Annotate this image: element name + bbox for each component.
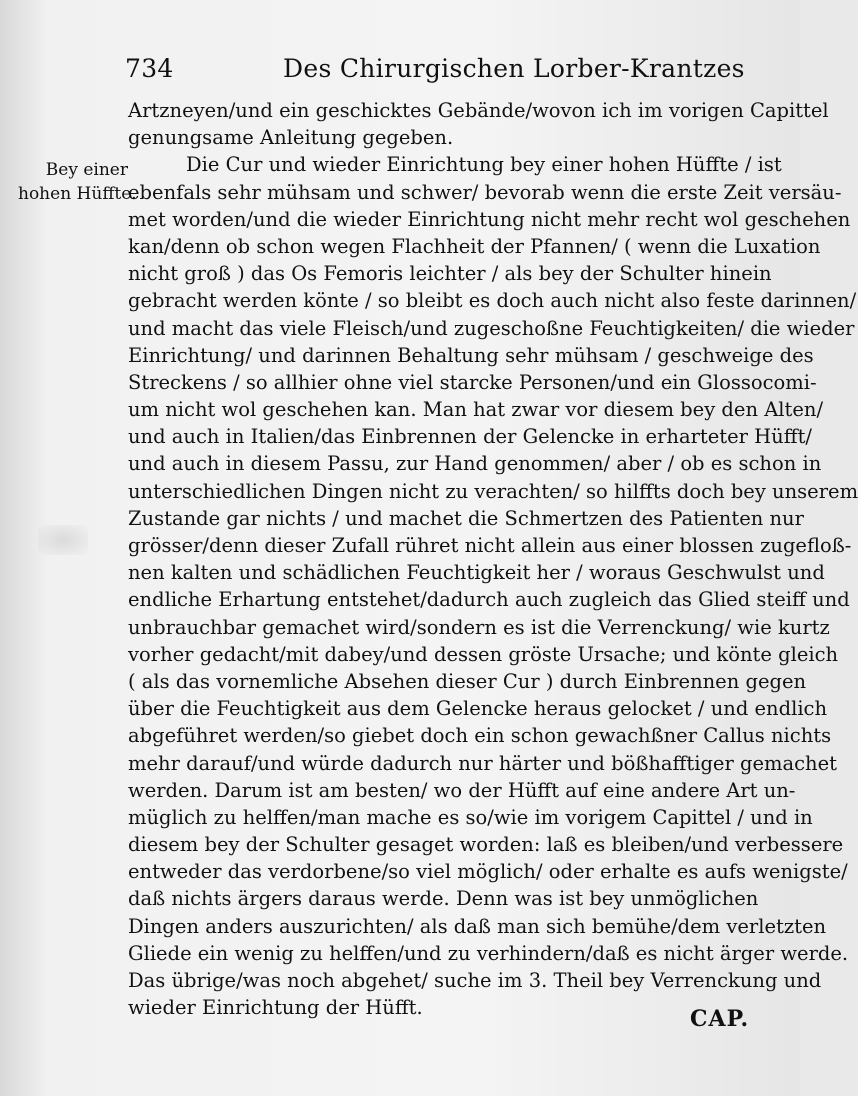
page-header — [125, 50, 755, 90]
page-number: 734 — [125, 54, 174, 83]
text-line: grösser/denn dieser Zufall rühret nicht allein aus einer blossen zugefloß- — [128, 534, 852, 557]
text-line: und macht das viele Fleisch/und zugeschoßne Feuchtigkeiten/ die wieder — [128, 316, 855, 340]
text-line: endliche Erhartung entstehet/dadurch auch zugleich das Glied steiff und — [128, 588, 850, 612]
text-line: ebenfals sehr mühsam und schwer/ bevorab wenn die erste Zeit versäu- — [128, 180, 842, 204]
text-line: und auch in diesem Passu, zur Hand genommen/ aber / ob es schon in — [128, 452, 822, 476]
text-line: unterschiedlichen Dingen nicht zu verachten/ so hilffts doch bey unserem — [128, 479, 858, 503]
text-line: Streckens / so allhier ohne viel starcke Personen/und ein Glossocomi- — [128, 370, 817, 394]
text-line: werden. Darum ist am besten/ wo der Hüfft auf eine andere Art un- — [128, 778, 796, 802]
catchword: CAP. — [690, 1006, 750, 1032]
text-line: daß nichts ärgers daraus werde. Denn was ist bey unmöglichen — [128, 887, 759, 911]
text-line: gebracht werden könte / so bleibt es doch auch nicht also feste darinnen/ — [128, 289, 857, 313]
text-line: entweder das verdorbene/so viel möglich/ oder erhalte es aufs wenigste/ — [128, 860, 848, 884]
text-line: um nicht wol geschehen kan. Man hat zwar vor diesem bey den Alten/ — [128, 398, 824, 422]
text-line: ( als das vornemliche Absehen dieser Cur ) durch Einbrennen gegen — [128, 669, 807, 693]
text-line: Das übrige/was noch abgehet/ suche im 3. Theil bey Verrenckung und — [128, 969, 822, 992]
text-line: vorher gedacht/mit dabey/und dessen gröste Ursache; und könte gleich — [128, 642, 839, 666]
text-line: genungsame Anleitung gegeben. — [128, 126, 454, 150]
bleed-through-smudge — [38, 525, 88, 555]
marginal-note-line: Bey einer — [45, 160, 128, 180]
text-line: Artzneyen/und ein geschicktes Gebände/wovon ich im vorigen Capittel — [128, 99, 829, 122]
text-line: nen kalten und schädlichen Feuchtigkeit her / woraus Geschwulst und — [128, 561, 825, 585]
text-line: Dingen anders auszurichten/ als daß man sich bemühe/dem verletzten — [128, 914, 827, 938]
text-line: über die Feuchtigkeit aus dem Gelencke heraus gelocket / und endlich — [128, 697, 828, 721]
text-line: Einrichtung/ und darinnen Behaltung sehr mühsam / geschweige des — [128, 343, 814, 367]
text-line: abgeführet werden/so giebet doch ein schon gewachßner Callus nichts — [128, 724, 832, 748]
body-text — [128, 97, 858, 1021]
text-line: nicht groß ) das Os Femoris leichter / als bey der Schulter hinein — [128, 262, 772, 286]
marginal-note — [18, 158, 137, 206]
text-line: müglich zu helffen/man mache es so/wie im vorigem Capittel / und in — [128, 805, 813, 829]
text-line: mehr darauf/und würde dadurch nur härter und bößhafftiger gemachet — [128, 751, 837, 775]
text-line: Gliede ein wenig zu helffen/und zu verhindern/daß es nicht ärger werde. — [128, 941, 849, 965]
running-title: Des Chirurgischen Lorber-Krantzes — [283, 54, 745, 83]
text-line: unbrauchbar gemachet wird/sondern es ist die Verrenckung/ wie kurtz — [128, 615, 830, 639]
marginal-note-line: hohen Hüffte. — [18, 184, 137, 204]
text-line: Zustande gar nichts / und machet die Schmertzen des Patienten nur — [128, 506, 804, 530]
text-line: wieder Einrichtung der Hüfft. — [128, 996, 423, 1020]
text-line: met worden/und die wieder Einrichtung nicht mehr recht wol geschehen — [128, 207, 851, 231]
text-line: kan/denn ob schon wegen Flachheit der Pfannen/ ( wenn die Luxation — [128, 234, 821, 258]
text-line: und auch in Italien/das Einbrennen der Gelencke in erharteter Hüfft/ — [128, 425, 812, 449]
text-line: diesem bey der Schulter gesaget worden: laß es bleiben/und verbessere — [128, 833, 844, 857]
text-line: Die Cur und wieder Einrichtung bey einer hohen Hüffte / ist — [186, 153, 782, 177]
